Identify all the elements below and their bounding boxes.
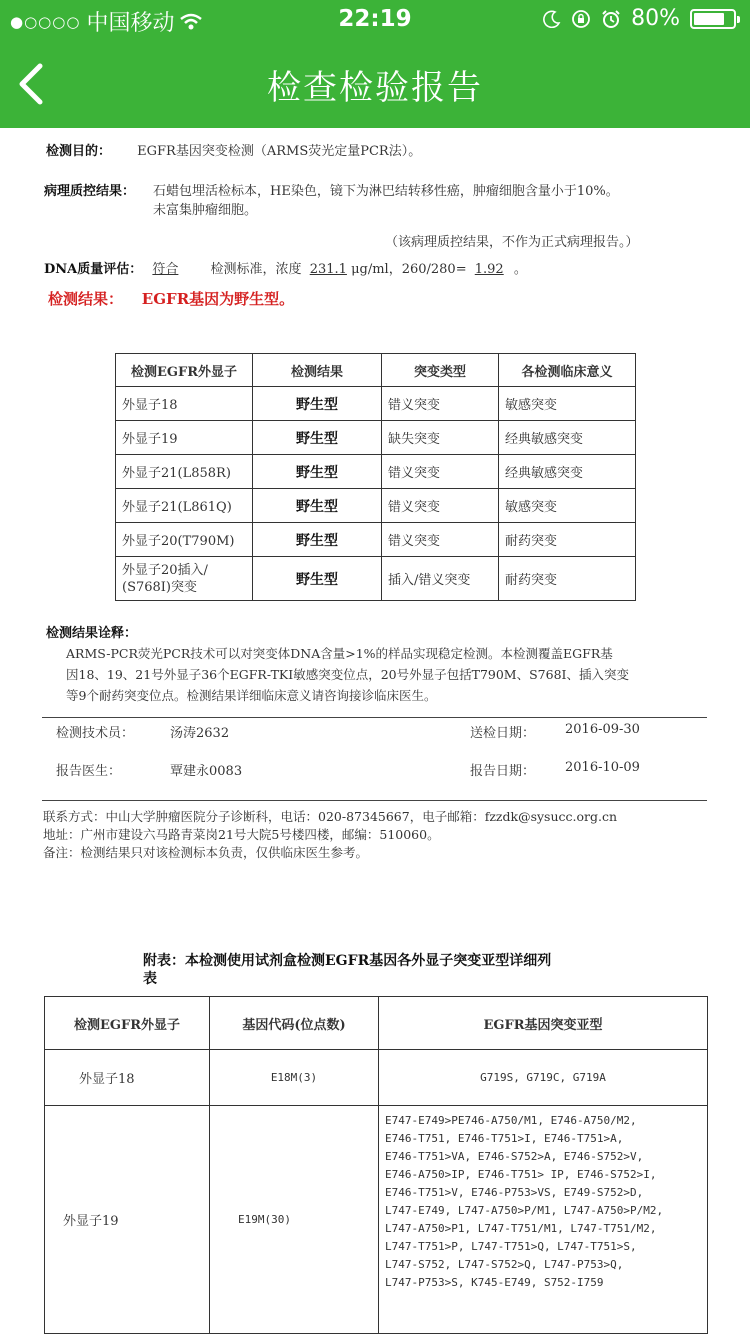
table-cell: 错义突变 [382, 523, 499, 557]
table-cell: 野生型 [253, 421, 382, 455]
table-cell: 外显子18 [45, 1050, 210, 1106]
table-cell: 野生型 [253, 557, 382, 601]
subtype-line: L747-P753>S, K745-E749, S752-I759 [385, 1276, 604, 1289]
page-title: 检查检验报告 [267, 68, 483, 108]
pathology-value [153, 180, 619, 218]
interpretation-line-3: 等9个耐药突变位点。检测结果详细临床意义请咨询接诊临床医生。 [66, 688, 437, 703]
battery-percent: 80% [631, 6, 680, 31]
table-cell: 耐药突变 [499, 523, 636, 557]
signal-strength-icon: ●○○○○ [10, 12, 81, 31]
result-value: EGFR基因为野生型。 [141, 290, 295, 308]
appendix-title-line-2: 表 [143, 971, 157, 987]
table-cell: 敏感突变 [499, 489, 636, 523]
doctor-label: 报告医生： [56, 764, 122, 779]
table-cell: 耐药突变 [499, 557, 636, 601]
battery-icon [690, 9, 736, 29]
contact-line: 联系方式：中山大学肿瘤医院分子诊断科，电话：020-87345667，电子邮箱：fzzdk@sysucc.org.cn [43, 809, 618, 824]
pathology-row [44, 180, 135, 199]
table-cell: 外显子19 [45, 1106, 210, 1334]
status-bar [0, 0, 750, 40]
navigation-bar [0, 40, 750, 128]
pathology-line-1: 石蜡包埋活检标本，HE染色，镜下为淋巴结转移性癌，肿瘤细胞含量小于10%。 [153, 184, 619, 199]
purpose-value: EGFR基因突变检测（ARMS荧光定量PCR法）。 [137, 144, 422, 159]
pathology-label: 病理质控结果： [44, 184, 136, 199]
interpretation-text [66, 643, 629, 706]
table-cell: 野生型 [253, 387, 382, 421]
table-header-cell: 检测EGFR外显子 [116, 354, 253, 387]
table-header-cell: 检测EGFR外显子 [45, 997, 210, 1050]
table-cell [379, 1106, 708, 1334]
table-cell: G719S, G719C, G719A [379, 1050, 708, 1106]
technician-value: 汤涛2632 [170, 726, 230, 741]
pathology-line-2: 未富集肿瘤细胞。 [153, 203, 258, 218]
pathology-note: （该病理质控结果，不作为正式病理报告。） [385, 235, 639, 250]
exon-results-table [115, 353, 636, 601]
dna-concentration: 231.1 [309, 262, 347, 277]
purpose-row [46, 140, 421, 159]
alarm-icon [601, 9, 621, 29]
divider [42, 800, 707, 801]
subtype-line: E746-A750>IP, E746-T751> IP, E746-S752>I, [385, 1168, 657, 1181]
purpose-label: 检测目的： [46, 144, 112, 159]
interpretation-label: 检测结果诠释： [46, 626, 138, 641]
subtype-line: E746-T751>VA, E746-S752>A, E746-S752>V, [385, 1150, 644, 1163]
table-cell: 插入/错义突变 [382, 557, 499, 601]
table-header-cell: 突变类型 [382, 354, 499, 387]
send-date-label: 送检日期： [470, 726, 536, 741]
table-cell: E19M(30) [210, 1106, 379, 1334]
table-cell: 外显子21(L861Q) [116, 489, 253, 523]
send-date-value: 2016-09-30 [565, 722, 640, 737]
table-header-cell: EGFR基因突变亚型 [379, 997, 708, 1050]
dna-row [44, 258, 527, 277]
dna-end: 。 [513, 262, 527, 277]
table-row [116, 455, 636, 489]
interpretation-line-2: 因18、19、21号外显子36个EGFR-TKI敏感突变位点，20号外显子包括T790M、S768I、插入突变 [66, 667, 629, 682]
subtype-line: L747-T751>P, L747-T751>Q, L747-T751>S, [385, 1240, 637, 1253]
table-cell: 敏感突变 [499, 387, 636, 421]
table-cell: 外显子20(T790M) [116, 523, 253, 557]
moon-icon [543, 10, 561, 28]
table-cell: 经典敏感突变 [499, 421, 636, 455]
table-cell: 外显子20插入/ (S768I)突变 [116, 557, 253, 601]
divider [42, 717, 707, 718]
table-header-cell: 检测结果 [253, 354, 382, 387]
subtype-line: E747-E749>PE746-A750/M1, E746-A750/M2, [385, 1114, 637, 1127]
result-label: 检测结果： [48, 290, 124, 308]
table-cell: 缺失突变 [382, 421, 499, 455]
table-row [45, 1106, 708, 1334]
table-cell: 外显子19 [116, 421, 253, 455]
address-line: 地址：广州市建设六马路青菜岗21号大院5号楼四楼，邮编：510060。 [43, 827, 440, 842]
note-line: 备注：检测结果只对该检测标本负责，仅供临床医生参考。 [43, 845, 369, 860]
dna-unit: μg/ml，260/280= [351, 262, 467, 277]
subtype-line: E746-T751>V, E746-P753>VS, E749-S752>D, [385, 1186, 644, 1199]
doctor-value: 覃建永0083 [170, 764, 243, 779]
battery-fill [694, 13, 724, 25]
subtype-line: L747-A750>P1, L747-T751/M1, L747-T751/M2, [385, 1222, 657, 1235]
carrier-name: 中国移动 [86, 11, 175, 36]
table-cell: 错义突变 [382, 489, 499, 523]
table-row [116, 489, 636, 523]
table-cell: 错义突变 [382, 455, 499, 489]
table-row [116, 387, 636, 421]
report-date-value: 2016-10-09 [565, 760, 640, 775]
clock: 22:19 [338, 6, 412, 32]
dna-result: 符合 [152, 262, 179, 277]
table-cell: E18M(3) [210, 1050, 379, 1106]
report-date-label: 报告日期： [470, 764, 536, 779]
table-row [116, 523, 636, 557]
table-header-cell: 各检测临床意义 [499, 354, 636, 387]
appendix-table [44, 996, 708, 1334]
table-cell: 野生型 [253, 523, 382, 557]
technician-label: 检测技术员： [56, 726, 135, 741]
dna-ratio: 1.92 [474, 262, 504, 277]
table-row [116, 421, 636, 455]
table-cell: 经典敏感突变 [499, 455, 636, 489]
interpretation-line-1: ARMS-PCR荧光PCR技术可以对突变体DNA含量>1%的样品实现稳定检测。本检测覆盖EGFR基 [66, 646, 613, 661]
rotation-lock-icon [571, 9, 591, 29]
appendix-title-line-1: 附表：本检测使用试剂盒检测EGFR基因各外显子突变亚型详细列 [143, 953, 552, 969]
table-row [116, 557, 636, 601]
report-document [0, 128, 750, 1334]
subtype-line: L747-E749, L747-A750>P/M1, L747-A750>P/M2, [385, 1204, 664, 1217]
contact-block [43, 808, 617, 862]
subtype-line: E746-T751, E746-T751>I, E746-T751>A, [385, 1132, 624, 1145]
table-cell: 外显子21(L858R) [116, 455, 253, 489]
subtype-line: L747-S752, L747-S752>Q, L747-P753>Q, [385, 1258, 624, 1271]
status-icons [543, 6, 736, 31]
table-row [45, 1050, 708, 1106]
appendix-title [143, 952, 551, 988]
dna-label: DNA质量评估： [44, 262, 143, 277]
table-cell: 错义突变 [382, 387, 499, 421]
table-cell: 野生型 [253, 455, 382, 489]
result-row [48, 288, 294, 309]
table-header-row [45, 997, 708, 1050]
table-header-row [116, 354, 636, 387]
dna-text: 检测标准，浓度 [210, 262, 302, 277]
table-header-cell: 基因代码(位点数) [210, 997, 379, 1050]
table-cell: 外显子18 [116, 387, 253, 421]
table-cell: 野生型 [253, 489, 382, 523]
